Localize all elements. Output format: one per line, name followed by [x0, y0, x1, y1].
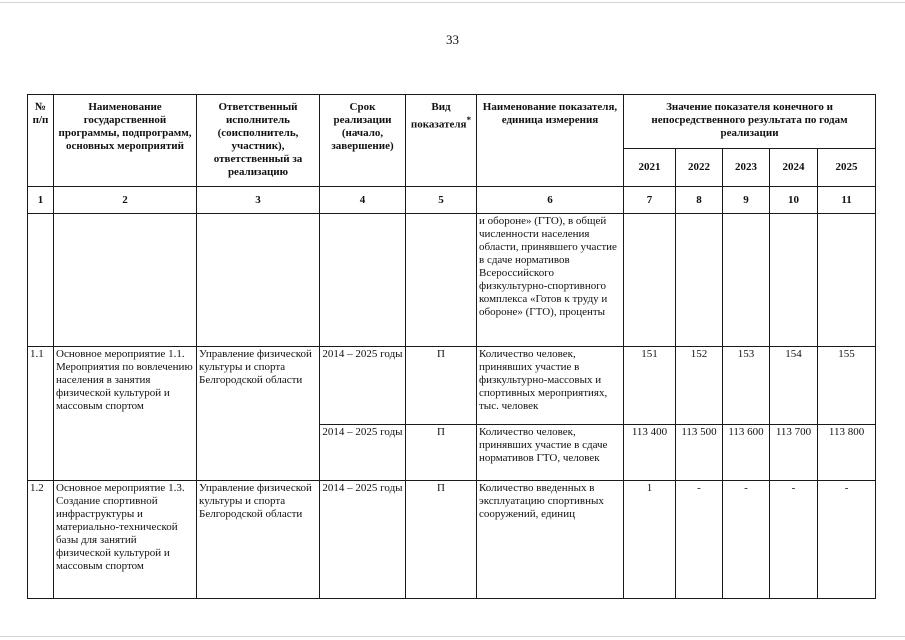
- value-2021: 1: [624, 481, 676, 599]
- cell-empty: [723, 214, 770, 347]
- continuation-indicator-text: и обороне» (ГТО), в общей численности населения области, принявшего участие в сдаче нормативов Всероссийского физкультурно-спортивного комплекса «Готов к труду и обороне» (ГТО), проценты: [477, 214, 624, 347]
- value-2022: -: [676, 481, 723, 599]
- cell-empty: [197, 214, 320, 347]
- cell-empty: [320, 214, 406, 347]
- column-number: 11: [818, 187, 876, 214]
- program-name: Основное мероприятие 1.3. Создание спортивной инфраструктуры и материально-технической базы для занятий физической культурой и массовым спортом: [54, 481, 197, 599]
- header-year-2023: 2023: [723, 149, 770, 187]
- column-number: 4: [320, 187, 406, 214]
- value-2021: 151: [624, 347, 676, 425]
- value-2023: -: [723, 481, 770, 599]
- cell-empty: [406, 214, 477, 347]
- program-table-wrapper: [27, 94, 875, 599]
- table-row-1-2: [28, 481, 876, 599]
- header-year-2024: 2024: [770, 149, 818, 187]
- page-bottom-edge: [0, 636, 905, 637]
- column-number: 8: [676, 187, 723, 214]
- header-footnote-mark: *: [466, 115, 472, 125]
- column-number: 9: [723, 187, 770, 214]
- term: 2014 – 2025 годы: [320, 425, 406, 481]
- column-number: 5: [406, 187, 477, 214]
- value-2024: 154: [770, 347, 818, 425]
- header-indicator-kind: Вид показателя*: [406, 95, 477, 187]
- cell-empty: [28, 214, 54, 347]
- value-2025: -: [818, 481, 876, 599]
- header-year-2022: 2022: [676, 149, 723, 187]
- value-2024: 113 700: [770, 425, 818, 481]
- column-number: 10: [770, 187, 818, 214]
- program-table: [27, 94, 876, 599]
- row-number: 1.2: [28, 481, 54, 599]
- header-year-2021: 2021: [624, 149, 676, 187]
- header-year-2025: 2025: [818, 149, 876, 187]
- indicator-name: Количество человек, принявших участие в физкультурно-массовых и спортивных мероприятиях, тыс. человек: [477, 347, 624, 425]
- value-2025: 155: [818, 347, 876, 425]
- term: 2014 – 2025 годы: [320, 347, 406, 425]
- column-number-row: [28, 187, 876, 214]
- column-number: 7: [624, 187, 676, 214]
- column-number: 1: [28, 187, 54, 214]
- column-number: 6: [477, 187, 624, 214]
- column-number: 2: [54, 187, 197, 214]
- cell-empty: [624, 214, 676, 347]
- cell-empty: [676, 214, 723, 347]
- row-number: 1.1: [28, 347, 54, 481]
- value-2024: -: [770, 481, 818, 599]
- value-2021: 113 400: [624, 425, 676, 481]
- header-term: Срок реализации (начало, завершение): [320, 95, 406, 187]
- executor: Управление физической культуры и спорта Белгородской области: [197, 481, 320, 599]
- column-number: 3: [197, 187, 320, 214]
- value-2025: 113 800: [818, 425, 876, 481]
- header-values-group: Значение показателя конечного и непосредственного результата по годам реализации: [624, 95, 876, 149]
- header-number: № п/п: [28, 95, 54, 187]
- cell-empty: [818, 214, 876, 347]
- indicator-name: Количество введенных в эксплуатацию спортивных сооружений, единиц: [477, 481, 624, 599]
- page-number: 33: [446, 32, 459, 47]
- value-2023: 153: [723, 347, 770, 425]
- table-row-continuation: [28, 214, 876, 347]
- value-2023: 113 600: [723, 425, 770, 481]
- value-2022: 113 500: [676, 425, 723, 481]
- table-row-1-1: [28, 347, 876, 425]
- indicator-kind: П: [406, 481, 477, 599]
- indicator-kind: П: [406, 425, 477, 481]
- indicator-name: Количество человек, принявших участие в сдаче нормативов ГТО, человек: [477, 425, 624, 481]
- cell-empty: [770, 214, 818, 347]
- header-executor: Ответственный исполнитель (соисполнитель, участник), ответственный за реализацию: [197, 95, 320, 187]
- cell-empty: [54, 214, 197, 347]
- indicator-kind: П: [406, 347, 477, 425]
- header-program-name: Наименование государственной программы, подпрограмм, основных мероприятий: [54, 95, 197, 187]
- executor: Управление физической культуры и спорта Белгородской области: [197, 347, 320, 481]
- term: 2014 – 2025 годы: [320, 481, 406, 599]
- program-name: Основное мероприятие 1.1. Мероприятия по вовлечению населения в занятия физической культурой и массовым спортом: [54, 347, 197, 481]
- header-indicator-name: Наименование показателя, единица измерения: [477, 95, 624, 187]
- page-top-edge: [0, 2, 905, 3]
- value-2022: 152: [676, 347, 723, 425]
